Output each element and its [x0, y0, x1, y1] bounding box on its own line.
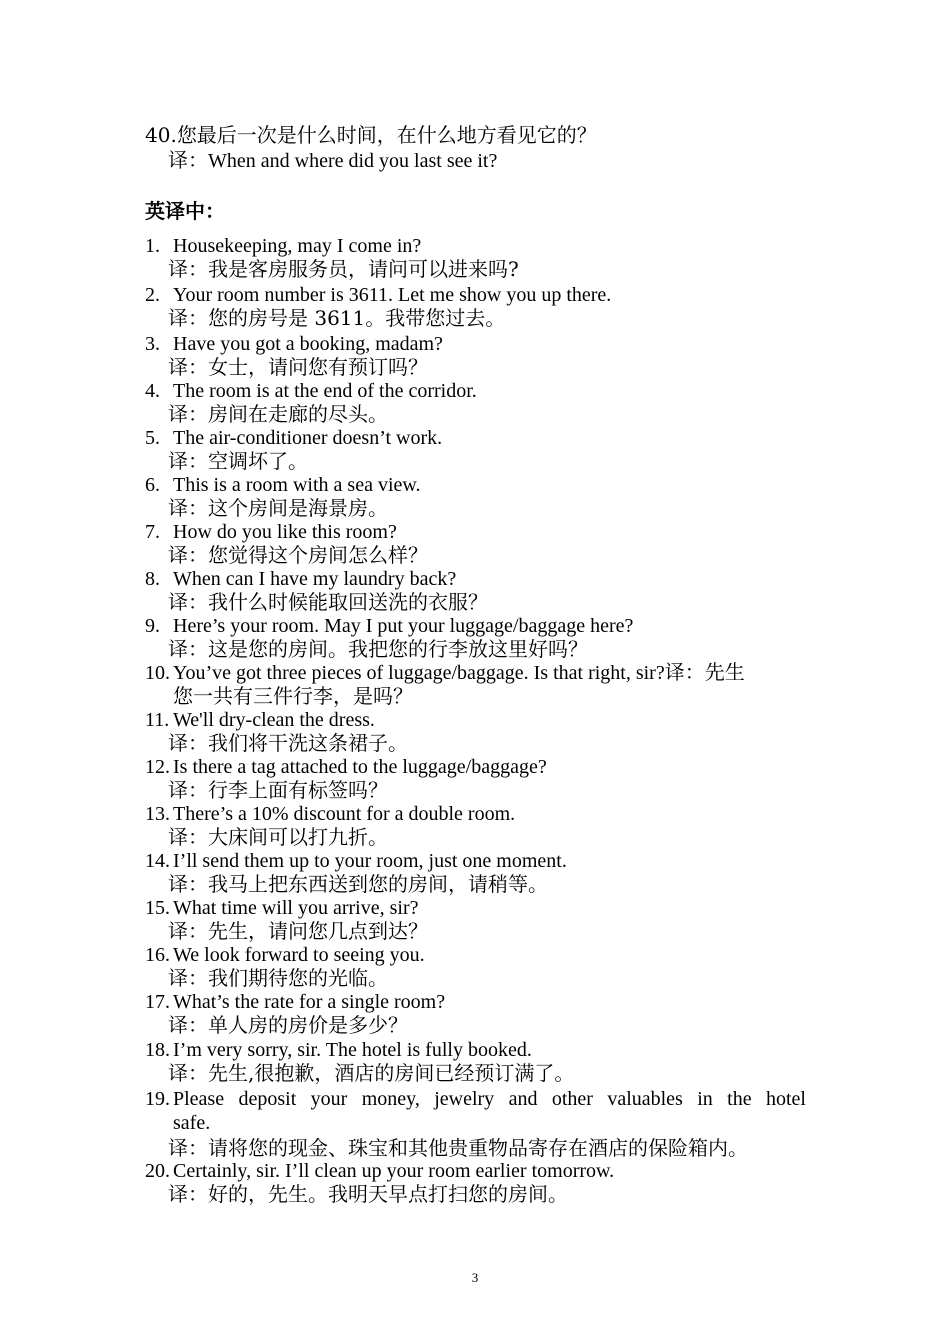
sentence-item	[145, 284, 611, 307]
sentence-item	[145, 756, 547, 779]
sentence-item	[145, 944, 425, 967]
sentence-item	[145, 897, 418, 920]
sentence-number: 14.	[145, 850, 170, 872]
sentence-english: When can I have my laundry back?	[173, 568, 457, 590]
sentence-item	[145, 427, 442, 450]
sentence-number: 5.	[145, 427, 160, 449]
section-heading: 英译中：	[145, 199, 225, 223]
sentence-item	[145, 1160, 614, 1183]
sentence-translation: 译：您觉得这个房间怎么样？	[168, 543, 428, 567]
sentence-item	[145, 380, 477, 403]
sentence-english: Your room number is 3611. Let me show you up there.	[173, 284, 612, 306]
sentence-number: 16.	[145, 944, 170, 966]
sentence-translation: 译：我什么时候能取回送洗的衣服？	[168, 590, 488, 614]
question-40	[145, 124, 597, 147]
sentence-translation: 译：先生，请问您几点到达？	[168, 919, 428, 943]
sentence-english: We look forward to seeing you.	[173, 944, 425, 966]
sentence-english: Please deposit your money, jewelry and other valuables in the hotel	[173, 1088, 806, 1110]
sentence-translation: 译：先生,很抱歉，酒店的房间已经预订满了。	[168, 1061, 575, 1085]
sentence-translation: 译：女士，请问您有预订吗？	[168, 355, 428, 379]
sentence-item	[145, 803, 515, 826]
sentence-item	[145, 1088, 806, 1111]
page-number: 3	[471, 1270, 479, 1285]
sentence-english: We'll dry-clean the dress.	[173, 709, 375, 731]
sentence-english: Housekeeping, may I come in?	[173, 235, 422, 257]
sentence-number: 15.	[145, 897, 170, 919]
sentence-item	[145, 521, 397, 544]
sentence-item	[145, 850, 567, 873]
sentence-item	[145, 991, 445, 1014]
sentence-english: You’ve got three pieces of luggage/baggage. Is that right, sir?译：先生	[173, 662, 745, 684]
sentence-item	[145, 615, 633, 638]
sentence-item	[145, 1039, 532, 1062]
sentence-item	[145, 662, 745, 685]
sentence-translation: 译：这是您的房间。我把您的行李放这里好吗？	[168, 637, 588, 661]
sentence-number: 12.	[145, 756, 170, 778]
sentence-number: 6.	[145, 474, 160, 496]
question-40-translation: 译：When and where did you last see it?	[168, 150, 498, 172]
sentence-number: 2.	[145, 284, 160, 306]
sentence-translation: 译：单人房的房价是多少？	[168, 1013, 408, 1037]
sentence-translation: 译：空调坏了。	[168, 449, 308, 473]
sentence-english: I’ll send them up to your room, just one moment.	[173, 850, 567, 872]
sentence-translation: 译：大床间可以打九折。	[168, 825, 388, 849]
question-text: 您最后一次是什么时间，在什么地方看见它的？	[176, 123, 597, 147]
sentence-translation: 译：请将您的现金、珠宝和其他贵重物品寄存在酒店的保险箱内。	[168, 1136, 748, 1160]
sentence-number: 7.	[145, 521, 160, 543]
sentence-number: 18.	[145, 1039, 170, 1061]
sentence-translation: 译：行李上面有标签吗？	[168, 778, 388, 802]
sentence-english: What’s the rate for a single room?	[173, 991, 446, 1013]
sentence-item	[145, 333, 443, 356]
sentence-number: 4.	[145, 380, 160, 402]
sentence-item	[145, 235, 421, 258]
sentence-number: 10.	[145, 662, 170, 684]
sentence-translation: 译：我是客房服务员，请问可以进来吗?	[168, 257, 519, 281]
sentence-number: 20.	[145, 1160, 170, 1182]
sentence-number: 13.	[145, 803, 170, 825]
sentence-english: The air-conditioner doesn’t work.	[173, 427, 443, 449]
sentence-english: Certainly, sir. I’ll clean up your room earlier tomorrow.	[173, 1160, 615, 1182]
sentence-english: Is there a tag attached to the luggage/baggage?	[173, 756, 547, 778]
sentence-number: 9.	[145, 615, 160, 637]
sentence-translation: 译：房间在走廊的尽头。	[168, 402, 388, 426]
sentence-english: Have you got a booking, madam?	[173, 333, 443, 355]
sentence-english: I’m very sorry, sir. The hotel is fully booked.	[173, 1039, 532, 1061]
sentence-number: 17.	[145, 991, 170, 1013]
sentence-number: 19.	[145, 1088, 170, 1110]
sentence-number: 1.	[145, 235, 160, 257]
sentence-english: How do you like this room?	[173, 521, 397, 543]
sentence-english: The room is at the end of the corridor.	[173, 380, 477, 402]
sentence-item	[145, 568, 456, 591]
sentence-translation: 译：好的，先生。我明天早点打扫您的房间。	[168, 1182, 568, 1206]
sentence-english: This is a room with a sea view.	[173, 474, 421, 496]
sentence-english: There’s a 10% discount for a double room.	[173, 803, 516, 825]
sentence-item	[145, 709, 375, 732]
sentence-translation: 译：我们期待您的光临。	[168, 966, 388, 990]
sentence-english: Here’s your room. May I put your luggage/baggage here?	[173, 615, 634, 637]
sentence-translation: 译：我们将干洗这条裙子。	[168, 731, 408, 755]
sentence-english-continued: safe.	[173, 1112, 211, 1134]
question-number: 40.	[145, 123, 177, 147]
sentence-english: What time will you arrive, sir?	[173, 897, 419, 919]
sentence-translation: 译：这个房间是海景房。	[168, 496, 388, 520]
sentence-item	[145, 474, 421, 497]
sentence-number: 3.	[145, 333, 160, 355]
sentence-translation: 译：您的房号是 3611。我带您过去。	[168, 306, 506, 330]
sentence-number: 8.	[145, 568, 160, 590]
sentence-number: 11.	[145, 709, 170, 731]
sentence-translation: 您一共有三件行李，是吗？	[173, 684, 413, 708]
sentence-translation: 译：我马上把东西送到您的房间，请稍等。	[168, 872, 548, 896]
